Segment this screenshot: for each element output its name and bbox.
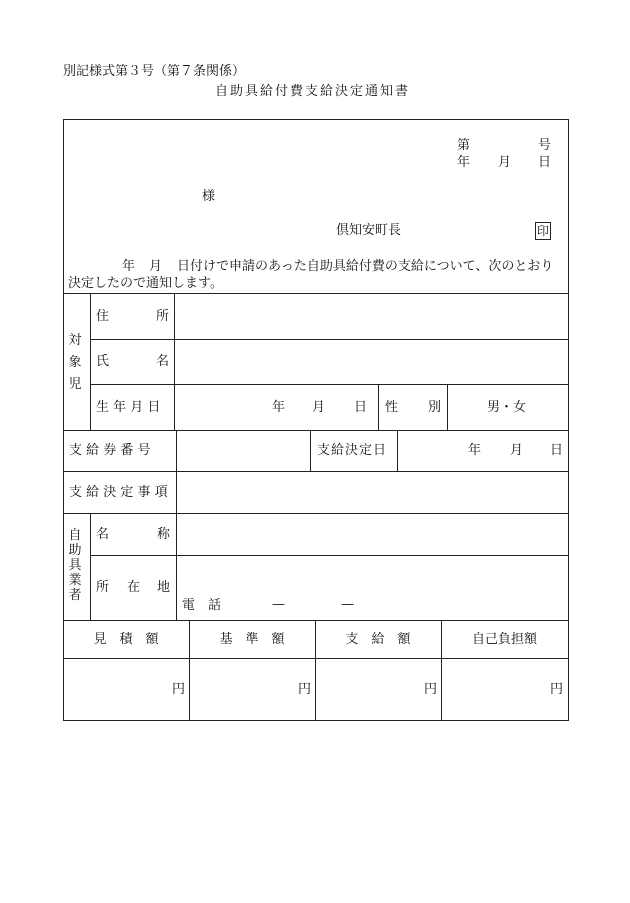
standard-amount-unit: 円 — [298, 682, 312, 697]
estimate-amount-unit: 円 — [172, 682, 186, 697]
phone-dash-2: — — [341, 597, 354, 612]
notice-text-line1: 日付けで申請のあった自助具給付費の支給について、次のとおり — [177, 259, 554, 274]
notice-month: 月 — [149, 259, 163, 274]
birth-year-unit: 年 — [272, 400, 286, 415]
birth-month-unit: 月 — [312, 400, 326, 415]
decision-date-label: 支給決定日 — [317, 443, 388, 458]
issue-date-month: 月 — [498, 155, 512, 170]
addressee-suffix: 様 — [202, 189, 216, 204]
decision-date-year: 年 — [468, 443, 482, 458]
address-label-1: 住 — [96, 309, 110, 324]
issue-date-year: 年 — [457, 155, 471, 170]
voucher-number-label: 支 給 券 番 号 — [69, 443, 151, 458]
birth-day-unit: 日 — [354, 400, 368, 415]
gender-label-2: 別 — [428, 400, 442, 415]
self-pay-amount-header: 自己負担額 — [471, 632, 537, 647]
vendor-name-label-1: 名 — [96, 527, 110, 542]
phone-dash-1: — — [272, 597, 285, 612]
form-reference: 別記様式第３号（第７条関係） — [63, 64, 246, 79]
seal-mark: 印 — [536, 224, 549, 238]
issue-date-day: 日 — [538, 155, 552, 170]
vendor-name-label-2: 称 — [157, 527, 171, 542]
vendor-location-label-1: 所 — [96, 580, 110, 595]
vendor-location-label-2: 在 — [127, 580, 141, 595]
payment-amount-unit: 円 — [424, 682, 438, 697]
name-label-2: 名 — [156, 354, 170, 369]
decision-date-day: 日 — [550, 443, 564, 458]
birthdate-label: 生 年 月 日 — [96, 400, 161, 415]
number-suffix: 号 — [538, 138, 552, 153]
number-prefix: 第 — [457, 138, 471, 153]
phone-label: 電 話 — [182, 598, 222, 613]
issuer-name: 倶知安町長 — [336, 223, 402, 238]
vendor-location-label-3: 地 — [157, 580, 171, 595]
notice-year: 年 — [122, 259, 136, 274]
address-label-2: 所 — [156, 309, 170, 324]
document-title: 自助具給付費支給決定通知書 — [215, 84, 411, 99]
estimate-amount-header: 見 積 額 — [93, 632, 159, 647]
vendor-group-label: 自 助 具 業 者 — [68, 528, 82, 603]
gender-label-1: 性 — [385, 400, 399, 415]
payment-amount-header: 支 給 額 — [345, 632, 411, 647]
self-pay-amount-unit: 円 — [550, 682, 564, 697]
name-label-1: 氏 — [96, 354, 110, 369]
standard-amount-header: 基 準 額 — [219, 632, 285, 647]
gender-value: 男・女 — [487, 400, 527, 415]
decision-date-month: 月 — [510, 443, 524, 458]
notice-text-line2: 決定したので通知します。 — [68, 276, 223, 291]
decision-items-label: 支 給 決 定 事 項 — [69, 485, 168, 500]
child-group-label: 対 象 児 — [68, 333, 82, 392]
